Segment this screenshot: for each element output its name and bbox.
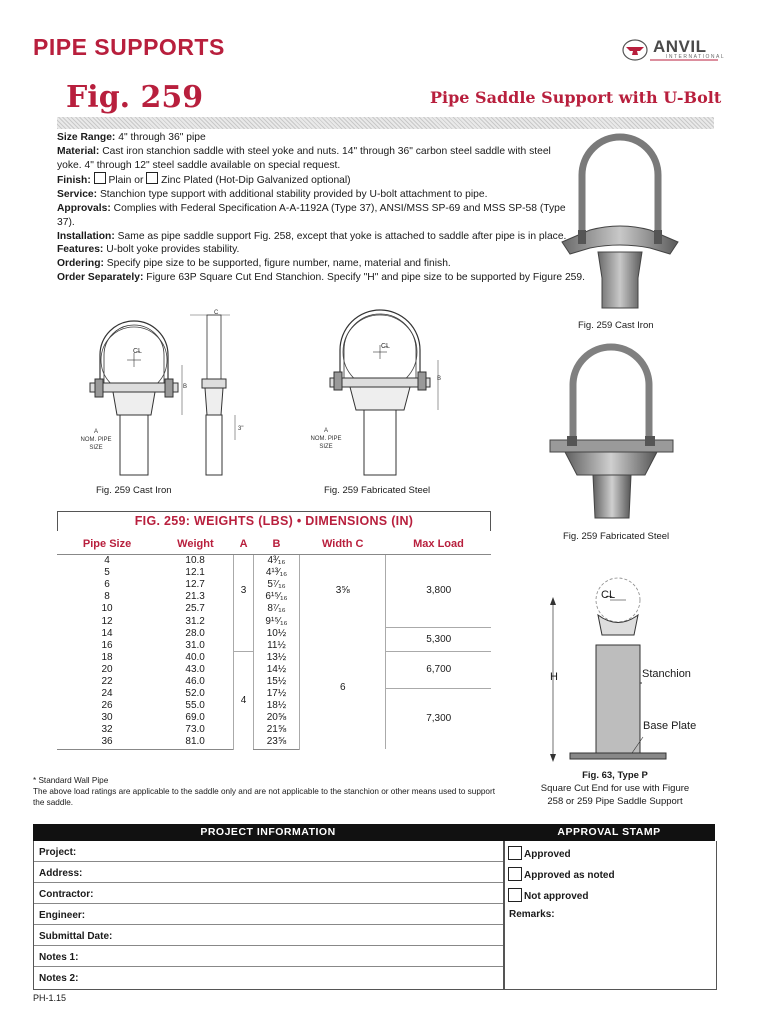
note-standard-wall: * Standard Wall Pipe bbox=[33, 776, 109, 785]
field-submittal-date[interactable]: Submittal Date: bbox=[34, 925, 504, 946]
centerline-label-2: C̶L bbox=[381, 343, 390, 350]
spec-features: Features: U-bolt yoke provides stability. bbox=[57, 244, 240, 256]
not-approved-option[interactable]: Not approved bbox=[508, 888, 588, 902]
dim-c-label: C bbox=[214, 310, 219, 316]
col-b: B bbox=[253, 533, 299, 555]
table-top-border bbox=[57, 511, 491, 512]
table-notes bbox=[33, 775, 503, 808]
col-a: A bbox=[234, 533, 254, 555]
dim-a-label-1: A NOM. PIPE SIZE bbox=[80, 429, 112, 451]
product-title: Pipe Saddle Support with U-Bolt bbox=[430, 88, 722, 107]
fig63-caption bbox=[530, 769, 700, 808]
fig63-desc-2: 258 or 259 Pipe Saddle Support bbox=[547, 796, 683, 807]
field-notes-1[interactable]: Notes 1: bbox=[34, 946, 504, 967]
load-value-4: 7,300 bbox=[386, 688, 491, 749]
spec-size-range: Size Range: 4" through 36" pipe bbox=[57, 132, 206, 143]
dim-3-label: 3" bbox=[238, 426, 244, 432]
width-value-small: 3⅝ bbox=[299, 555, 385, 628]
weights-table bbox=[57, 533, 491, 750]
width-value-large: 6 bbox=[299, 628, 385, 749]
dim-b-label-2: B bbox=[437, 376, 442, 382]
photo-fab-caption: Fig. 259 Fabricated Steel bbox=[563, 531, 670, 542]
col-weight: Weight bbox=[157, 533, 234, 555]
table-row: 22 46.0 15½ bbox=[57, 676, 491, 688]
load-value-3: 6,700 bbox=[386, 652, 491, 688]
dim-a-label-2: A NOM. PIPE SIZE bbox=[310, 428, 342, 450]
project-info-header: PROJECT INFORMATION bbox=[33, 824, 503, 841]
photo-fabricated-steel bbox=[545, 340, 680, 520]
not-approved-checkbox[interactable] bbox=[508, 888, 522, 902]
load-value-2: 5,300 bbox=[386, 628, 491, 652]
dim-b-label: B bbox=[183, 384, 188, 390]
a-value-large: 4 bbox=[234, 652, 254, 749]
a-value-small: 3 bbox=[234, 555, 254, 628]
remarks-label[interactable]: Remarks: bbox=[509, 909, 555, 920]
table-row: 18 40.0 4 13½ 6,700 bbox=[57, 652, 491, 664]
section-title: PIPE SUPPORTS bbox=[33, 34, 225, 60]
field-engineer[interactable]: Engineer: bbox=[34, 904, 504, 925]
spec-material: Material: Cast iron stanchion saddle with steel yoke and nuts. 14" through 36" carbon steel saddle with steel yoke. 4" through 12" steel saddle available on special request. bbox=[57, 145, 551, 171]
spec-order-separately: Order Separately: Figure 63P Square Cut End Stanchion. Specify "H" and pipe size to be supported by Figure 259. bbox=[57, 271, 585, 283]
col-width-c: Width C bbox=[299, 533, 385, 555]
a-value-mid bbox=[234, 628, 254, 652]
drawing-cast-caption: Fig. 259 Cast Iron bbox=[96, 485, 172, 496]
spec-installation: Installation: Same as pipe saddle support Fig. 258, except that yoke is attached to saddle after pipe is in place. bbox=[57, 230, 567, 242]
centerline-label-1: C̶L bbox=[133, 348, 142, 355]
table-header-row bbox=[57, 533, 491, 555]
approved-noted-checkbox[interactable] bbox=[508, 867, 522, 881]
table-row: 4 10.8 3 4³⁄₁₆ 3⅝ 3,800 bbox=[57, 555, 491, 568]
approved-noted-option[interactable]: Approved as noted bbox=[508, 867, 615, 881]
approval-stamp-box bbox=[503, 841, 717, 990]
table-row: 6 12.7 5⁷⁄₁₆ bbox=[57, 579, 491, 591]
field-project[interactable]: Project: bbox=[34, 841, 504, 862]
spec-block bbox=[57, 131, 585, 285]
header-divider bbox=[57, 117, 714, 129]
field-contractor[interactable]: Contractor: bbox=[34, 883, 504, 904]
load-value-1: 3,800 bbox=[386, 555, 491, 628]
table-title: FIG. 259: WEIGHTS (LBS) • DIMENSIONS (IN) bbox=[134, 514, 414, 528]
table-row: 20 43.0 14½ bbox=[57, 664, 491, 676]
table-row: 12 31.2 9¹⁵⁄₁₆ bbox=[57, 615, 491, 627]
approved-checkbox[interactable] bbox=[508, 846, 522, 860]
figure-number: Fig. 259 bbox=[66, 80, 204, 115]
finish-plain-checkbox[interactable] bbox=[94, 172, 106, 184]
spec-finish: Finish: Plain or Zinc Plated (Hot-Dip Galvanized optional) bbox=[57, 172, 577, 188]
table-row: 8 21.3 6¹⁵⁄₁₆ bbox=[57, 591, 491, 603]
col-pipe-size: Pipe Size bbox=[57, 533, 157, 555]
fig63-h-label: H bbox=[550, 671, 558, 683]
table-row: 26 55.0 18½ bbox=[57, 700, 491, 712]
table-row: 5 12.1 4¹³⁄₁₆ bbox=[57, 567, 491, 579]
page-code: PH-1.15 bbox=[33, 993, 67, 1003]
field-address[interactable]: Address: bbox=[34, 862, 504, 883]
drawing-fab-caption: Fig. 259 Fabricated Steel bbox=[324, 485, 431, 496]
table-row: 30 69.0 20⅝ bbox=[57, 712, 491, 724]
brand-name: ANVIL bbox=[653, 37, 707, 56]
brand-subtitle: INTERNATIONAL bbox=[666, 54, 726, 60]
table-row: 14 28.0 10½ 6 5,300 bbox=[57, 628, 491, 640]
col-max-load: Max Load bbox=[386, 533, 491, 555]
fig63-stanchion-label: Stanchion bbox=[642, 668, 691, 680]
fig63-centerline-label: C̶L bbox=[601, 589, 616, 601]
note-load-ratings: The above load ratings are applicable to the saddle only and are not applicable to the stanchion or other means used to support the saddle. bbox=[33, 787, 495, 807]
finish-zinc-checkbox[interactable] bbox=[146, 172, 158, 184]
fig63-baseplate-label: Base Plate bbox=[643, 720, 697, 732]
photo-cast-caption: Fig. 259 Cast Iron bbox=[578, 320, 654, 331]
table-row: 16 31.0 11½ bbox=[57, 640, 491, 652]
table-row: 10 25.7 8⁷⁄₁₆ bbox=[57, 603, 491, 615]
table-row: 36 81.0 23⅝ bbox=[57, 736, 491, 749]
table-row: 32 73.0 21⅝ bbox=[57, 724, 491, 736]
fig63-title: Fig. 63, Type P bbox=[582, 770, 648, 781]
drawing-cast-iron bbox=[75, 305, 250, 480]
spec-ordering: Ordering: Specify pipe size to be supported, figure number, name, material and finish. bbox=[57, 258, 451, 270]
approved-option[interactable]: Approved bbox=[508, 846, 571, 860]
field-notes-2[interactable]: Notes 2: bbox=[39, 973, 79, 984]
spec-approvals: Approvals: Complies with Federal Specification A-A-1192A (Type 37), ANSI/MSS SP-69 and MSS SP-58 (Type 37). bbox=[57, 202, 566, 228]
photo-cast-iron bbox=[560, 130, 680, 310]
fig63-desc-1: Square Cut End for use with Figure bbox=[540, 783, 690, 794]
project-info-box bbox=[33, 841, 505, 990]
drawing-fabricated-steel bbox=[320, 300, 450, 480]
approval-stamp-header: APPROVAL STAMP bbox=[503, 824, 715, 841]
spec-service: Service: Stanchion type support with additional stability provided by U-bolt attachment to pipe. bbox=[57, 189, 488, 201]
table-row: 24 52.0 17½ 7,300 bbox=[57, 688, 491, 700]
